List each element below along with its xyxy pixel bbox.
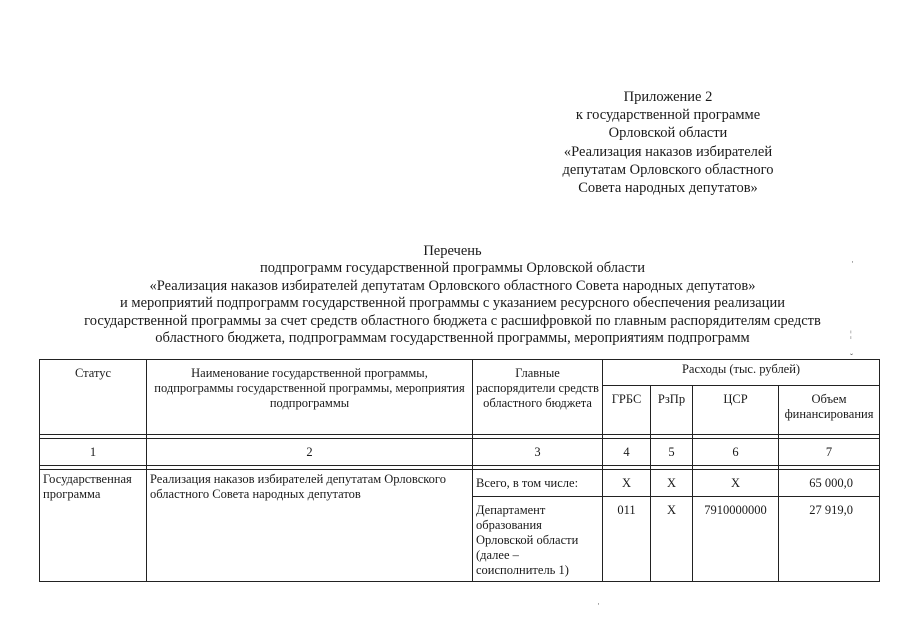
header-volume: Объем финансирования — [779, 386, 880, 435]
cell-name: Реализация наказов избирателей депутатам Орловского областного Совета народных депутатов — [147, 470, 473, 582]
appendix-block — [548, 88, 788, 197]
header-expenses: Расходы (тыс. рублей) — [603, 360, 880, 386]
cell-status: Государственная программа — [40, 470, 147, 582]
header-rzpr: РзПр — [651, 386, 693, 435]
header-csr: ЦСР — [693, 386, 779, 435]
column-number: 2 — [147, 439, 473, 466]
appendix-line: к государственной программе — [575, 107, 761, 124]
cell-grbs: 011 — [603, 497, 651, 582]
document-heading — [40, 243, 865, 347]
heading-title: Перечень — [423, 243, 482, 259]
appendix-line: депутатам Орловского областного — [562, 161, 774, 178]
header-status: Статус — [40, 360, 147, 435]
scan-mark: ¦ — [850, 329, 852, 339]
cell-volume: 65 000,0 — [779, 470, 880, 497]
column-number: 3 — [473, 439, 603, 466]
heading-line: и мероприятий подпрограмм государственной программы с указанием ресурсного обеспечения реализации — [120, 295, 785, 312]
column-number: 5 — [651, 439, 693, 466]
cell-rzpr: Х — [651, 497, 693, 582]
cell-volume: 27 919,0 — [779, 497, 880, 582]
cell-csr: 7910000000 — [693, 497, 779, 582]
scan-mark: · — [597, 599, 600, 609]
appendix-line: Приложение 2 — [623, 89, 713, 105]
scan-mark: · — [851, 257, 854, 267]
appendix-line: Орловской области — [608, 125, 728, 142]
cell-grbs: Х — [603, 470, 651, 497]
cell-manager: Всего, в том числе: — [473, 470, 603, 497]
funding-table — [39, 359, 880, 582]
column-number: 6 — [693, 439, 779, 466]
column-number: 4 — [603, 439, 651, 466]
header-managers: Главные распорядители средств областного бюджета — [473, 360, 603, 435]
column-number: 7 — [779, 439, 880, 466]
cell-csr: Х — [693, 470, 779, 497]
cell-manager: Департамент образования Орловской области (далее – соисполнитель 1) — [473, 497, 603, 582]
heading-line: подпрограмм государственной программы Орловской области — [259, 260, 646, 277]
heading-line: областного бюджета, подпрограммам государственной программы, мероприятиям подпрограмм — [155, 330, 750, 347]
header-grbs: ГРБС — [603, 386, 651, 435]
header-name: Наименование государственной программы, подпрограммы государственной программы, мероприятия подпрограммы — [147, 360, 473, 435]
scan-mark: ˇ — [850, 352, 853, 362]
appendix-line: «Реализация наказов избирателей — [563, 143, 773, 160]
column-number: 1 — [40, 439, 147, 466]
appendix-line: Совета народных депутатов» — [578, 180, 758, 197]
table-row — [40, 470, 880, 497]
cell-rzpr: Х — [651, 470, 693, 497]
heading-line: «Реализация наказов избирателей депутатам Орловского областного Совета народных депутатов» — [149, 277, 756, 294]
heading-line: государственной программы за счет средств областного бюджета с расшифровкой по главным распорядителям средств — [84, 312, 821, 329]
